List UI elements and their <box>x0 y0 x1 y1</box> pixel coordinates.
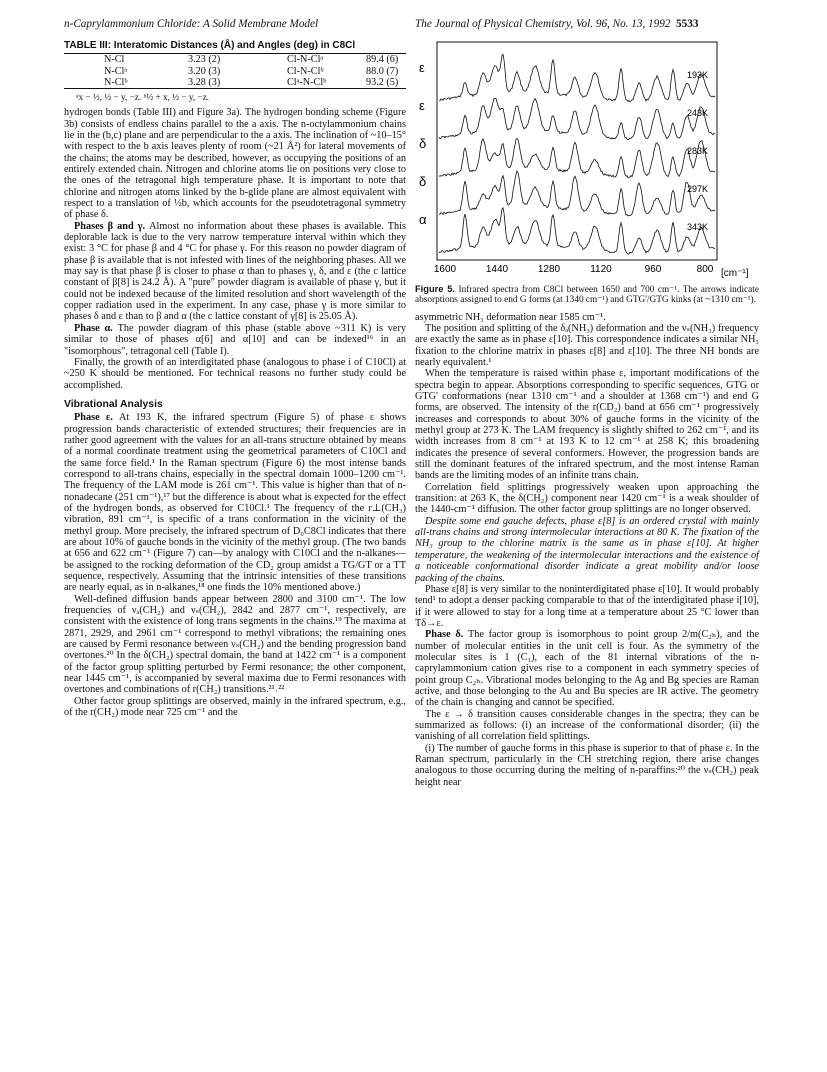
section-heading: Vibrational Analysis <box>64 398 163 410</box>
paragraph: Well-defined diffusion bands appear between 2800 and 3100 cm⁻¹. The low frequencies of νₐ(CH₂) and νₛ(CH₂), 2842 and 2877 cm⁻¹, respectively, are consistent with the existence of long trans segments in the chains.¹⁹ The maxima at 2871, 2929, and 2961 cm⁻¹ correspond to methyl vibrations; the remaining ones are caused by Fermi resonance between νₛ(CH₂) and the bending progression band overtones.²⁰ In the δ(CH₂) spectral domain, the band at 1422 cm⁻¹ is a component of the factor group splitting perturbed by Fermi resonance; the other component, near 1445 cm⁻¹, is accompanied by several maxima due to Fermi resonances with overtones and combinations of r(CH₂) transitions.²¹˒²² <box>64 593 406 696</box>
right-column <box>415 40 759 788</box>
left-column <box>64 40 406 719</box>
table-cell: N-Cl <box>104 54 125 66</box>
table-cell: Cl-N-Clᵃ <box>287 54 324 66</box>
paragraph: Phase ε[8] is very similar to the noninterdigitated phase ε[10]. It would probably tend¹ to adopt a denser packing comparable to that of the interdigitated phase i[10], if it were allowed to stay for a long time at a temperature about 25 °C lower than Tδ→ε. <box>415 583 759 629</box>
table-cell: 3.23 (2) <box>188 54 221 66</box>
journal-header <box>415 18 698 30</box>
spectrum-trace <box>439 171 715 216</box>
figure-caption <box>415 284 759 306</box>
distances-table <box>64 53 406 89</box>
paragraph-text: Almost no information about these phases is available. This deplorable lack is due to the very narrow temperature interval within which they exist: 3 °C for phase β and 4 °C for phase γ. For this reason no powder diagram of phase β is available that is not infested with lines of the neighboring phases. All we may say is that phase β is closer to phase α than to phases γ, δ, and ε (the c lattice constant of β[8] is 24.2 Å). A "pure" powder diagram is available of phase γ, but it could not be indexed because of the limited resolution and short wavelength of the copper radiation used in the experiment. In any case, phase γ is more similar to phases δ and ε than to β and α (the c lattice constant of γ[8] is 25.05 Å). <box>64 220 407 323</box>
temperature-label: 283K <box>687 146 709 156</box>
run-in-heading: Phase α. <box>74 322 113 334</box>
figure-label: Figure 5. <box>415 284 455 294</box>
table-cell: N-Clᵇ <box>104 76 128 88</box>
paragraph <box>64 412 406 594</box>
x-tick-label: 1120 <box>590 264 612 275</box>
x-tick-label: 1440 <box>485 264 509 275</box>
spectrum-trace <box>439 98 715 139</box>
table-cell: Clᵃ-N-Clᵇ <box>287 76 327 88</box>
spectrum-trace <box>439 139 715 178</box>
table-footnote: ᵃx − ½, ½ − y, −z. ᵇ½ + x, ½ − y, −z. <box>76 91 209 102</box>
phase-label: ε <box>419 60 425 75</box>
x-tick-label: 1600 <box>433 264 457 275</box>
spectrum-trace <box>439 208 715 254</box>
figure-5 <box>415 40 759 280</box>
x-tick-label: 1280 <box>537 264 561 275</box>
ir-spectra-plot <box>415 40 759 280</box>
run-in-heading: Phase δ. <box>425 629 464 641</box>
paragraph: Correlation field splittings progressively weaken upon approaching the transition: at 263 K, the δ(CH₂) component near 1420 cm⁻¹ is a weak shoulder of the 1440-cm⁻¹ diffusion. The other factor group splittings are no longer observed. <box>415 481 759 516</box>
paragraph: (i) The number of gauche forms in this phase is superior to that of phase ε. In the Raman spectrum, particularly in the CH stretching region, there arise changes analogous to those occurring during the melting of n-paraffins:²⁰ the νₛ(CH₂) peak height near <box>415 742 759 788</box>
table-row <box>64 54 406 66</box>
paragraph: The ε → δ transition causes considerable changes in the spectra; they can be summarized as follows: (i) an increase of the conformational disorder; (ii) the vanishing of all correlation field splittings. <box>415 708 759 743</box>
paragraph-text: The factor group is isomorphous to point group 2/m(C₂ₕ), and the number of molecular entities in the unit cell is four. As the symmetry of the molecular sites is 1 (C₁), each of the 81 internal vibrations of the n-caprylammonium cation gives rise to a component in each symmetry species of point group C₂ₕ. Vibrational modes belonging to the Ag and Bg species are Raman active, and those belonging to the Au and Bu species are IR active. The geometry of the chain is changing and cannot be specified. <box>415 629 759 709</box>
paragraph: hydrogen bonds (Table III) and Figure 3a). The hydrogen bonding scheme (Figure 3b) consists of endless chains parallel to the a axis. The n-octylammonium chains lie in the (b,c) plane and are perpendicular to the a axis. The inclination of ~10–15° with respect to the b axis leaves plenty of room (~21 Å²) for lateral movements of the chains; the atoms may be described, however, as occupying the positions of an entirely extended chain. Nitrogen and chlorine atoms lie on positions very close to the ones of the tetragonal high temperature phase. It is important to note that chlorine and nitrogen atoms linked by the b-glide plane are almost equivalent with respect to a translation of ½b, which accounts for the pseudotetragonal symmetry of phase δ. <box>64 107 406 221</box>
temperature-label: 343K <box>687 222 709 232</box>
paragraph: When the temperature is raised within phase ε, important modifications of the spectra begin to appear. Absorptions corresponding to specific sequences, GTG or GTG' conformations (near 1310 cm⁻¹ and a shoulder at 1368 cm⁻¹) and end G forms, are observed. The intensity of the r(CD₂) band at 656 cm⁻¹ progressively increases and corresponds to about 30% of gauche forms in the vicinity of the methyl group at 273 K. The LAM frequency is slightly shifted to 262 cm⁻¹, and its width increases from 8 cm⁻¹ at 193 K to 12 cm⁻¹ at 258 K; this broadening indicates the presence of several conformers. However, the progression bands are still the dominant features of the infrared spectrum, and the most intense Raman bands are the limiting modes of an infinite trans chain. <box>415 368 759 482</box>
x-tick-label: 800 <box>696 264 714 275</box>
table-cell: 93.2 (5) <box>366 76 399 88</box>
paragraph-text: The powder diagram of this phase (stable above ~311 K) is very similar to those of phases α[6] and α[10] and can be indexed¹⁶ in an "isomorphous", tetragonal cell (Table I). <box>64 322 406 357</box>
running-title: n-Caprylammonium Chloride: A Solid Membrane Model <box>64 18 319 30</box>
table-caption: TABLE III: Interatomic Distances (Å) and Angles (deg) in C8Cl <box>64 40 356 51</box>
figure-caption-text: Infrared spectra from C8Cl between 1650 and 700 cm⁻¹. The arrows indicate absorptions assigned to end G forms (at 1340 cm⁻¹) and GTG'/GTG kinks (at ~1310 cm⁻¹). <box>415 285 759 306</box>
table-cell: 88.0 (7) <box>366 65 399 77</box>
run-in-heading: Phases β and γ. <box>74 220 146 232</box>
table-cell: N-Clᵃ <box>104 65 128 77</box>
temperature-label: 297K <box>687 184 709 194</box>
spectrum-trace <box>439 54 715 102</box>
paragraph: Despite some end gauche defects, phase ε[8] is an ordered crystal with mainly all-trans chains and strong intermolecular interactions at 80 K. The fixation of the NH₃ group to the chlorine matrix is the same as in phase ε[10]. At higher temperature, the weakening of the intermolecular interactions and the existence of a noticeable conformational disorder indicate a great mobility and/or loose packing of the chains. <box>415 515 759 584</box>
x-tick-label: 960 <box>644 264 662 275</box>
paragraph: asymmetric NH₃ deformation near 1585 cm⁻¹. <box>415 311 606 323</box>
paragraph: The position and splitting of the δₐ(NH₃) deformation and the νₛ(NH₃) frequency are exactly the same as in phase ε[10]. This correspondence indicates a similar NH₃ fixation to the chlorine matrix in phases ε[8] and ε[10]. The three NH bonds are nearly equivalent.¹ <box>415 322 759 368</box>
paragraph <box>64 221 406 323</box>
phase-label: δ <box>419 174 427 189</box>
temperature-label: 243K <box>687 108 709 118</box>
phase-label: α <box>419 212 427 227</box>
temperature-label: 193K <box>687 70 709 80</box>
table-cell: 3.20 (3) <box>188 65 221 77</box>
phase-label: ε <box>419 98 425 113</box>
phase-label: δ <box>419 136 427 151</box>
paragraph <box>415 629 759 708</box>
paragraph-text: At 193 K, the infrared spectrum (Figure 5) of phase ε shows progression bands characteristic of extended structures; their frequencies are in rather good agreement with the values for an all-trans structure obtained by means of a normal coordinate treatment using the geometrical parameters of C10Cl and the same force field.¹ In the Raman spectrum (Figure 6) the most intense bands correspond to all-trans chains, especially in the spectral domain 1000–1200 cm⁻¹. The frequency of the LAM mode is 261 cm⁻¹. This value is higher than that of n-nonadecane (251 cm⁻¹),¹⁷ but the difference is about what is expected for the effect of the hydrogen bonds, as observed for C10Cl.¹ The frequency of the r⊥(CH₃) vibration, 891 cm⁻¹, is specific of a trans conformation in the vicinity of the methyl group. More precisely, the infrared spectrum of D₀C8Cl indicates that there are about 10% of gauche bonds in the vicinity of the methyl group. (The two bands at 656 and 622 cm⁻¹ (Figure 7) can—by analogy with C10Cl and the n-alkanes—be assigned to the rocking deformation of the CD₂ group amidst a TG/GT or a TT sequence, respectively. Assuming that the intrinsic intensities of these transitions are nearly equal, as in n-alkanes,¹⁸ one finds the 10% mentioned above.) <box>64 412 406 594</box>
paragraph: Other factor group splittings are observed, mainly in the infrared spectrum, e.g., of the r(CH₂) mode near 725 cm⁻¹ and the <box>64 695 406 719</box>
run-in-heading: Phase ε. <box>74 412 113 424</box>
journal-name: The Journal of Physical Chemistry, Vol. 96, No. 13, 1992 <box>415 18 671 30</box>
paragraph: Finally, the growth of an interdigitated phase (analogous to phase i of C10Cl) at ~250 K should be mentioned. For technical reasons no further study could be accomplished. <box>64 356 406 391</box>
table-cell: 89.4 (6) <box>366 54 399 66</box>
x-unit-label: [cm⁻¹] <box>721 268 749 279</box>
table-row <box>64 77 406 89</box>
table-cell: Cl-N-Clᵇ <box>287 65 324 77</box>
page-number: 5533 <box>676 18 699 30</box>
table-row <box>64 66 406 77</box>
table-cell: 3.28 (3) <box>188 76 221 88</box>
paragraph <box>64 323 406 357</box>
